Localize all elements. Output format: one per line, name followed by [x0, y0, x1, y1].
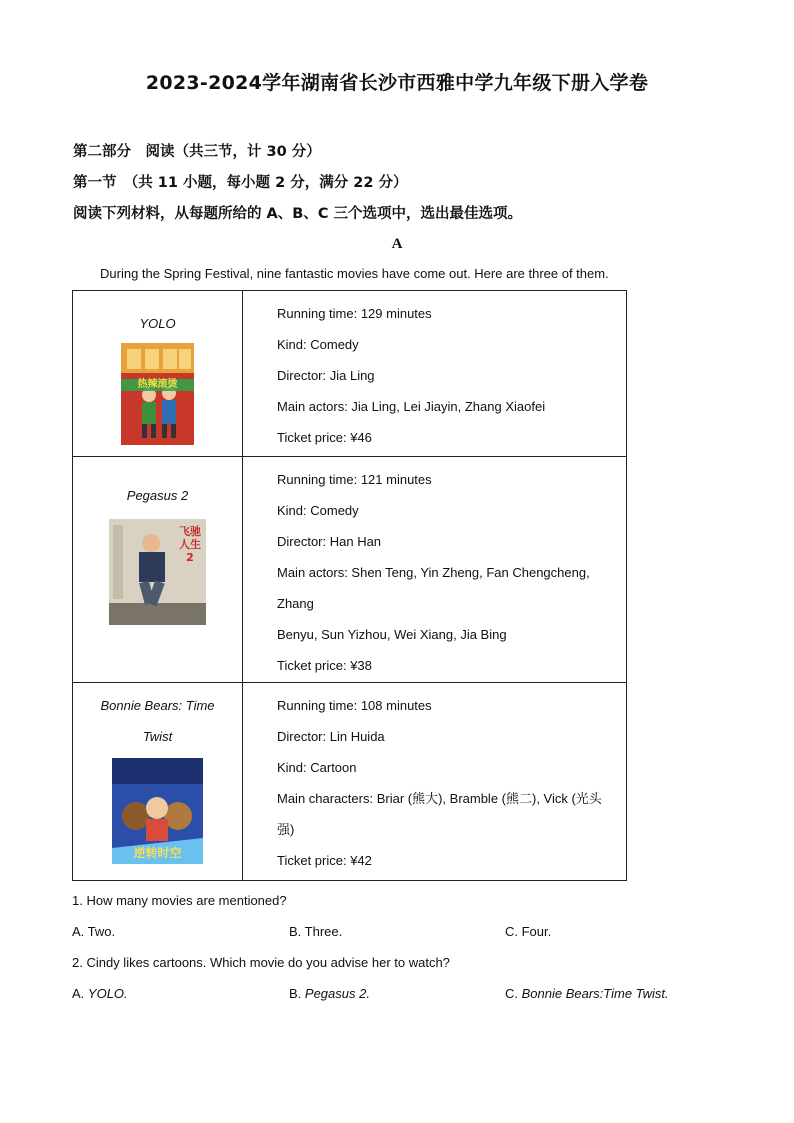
ticket-price: Ticket price: ¥42 — [277, 853, 372, 868]
running-time: Running time: 121 minutes — [277, 472, 432, 487]
director: Director: Han Han — [277, 534, 382, 549]
exam-title: 2023-2024学年湖南省长沙市西雅中学九年级下册入学卷 — [145, 72, 649, 94]
main-actors: Main actors: Jia Ling, Lei Jiayin, Zhang Xiaofei — [277, 399, 546, 414]
kind: Kind: Cartoon — [277, 760, 357, 775]
movie-title-cell — [73, 683, 243, 881]
main-characters-cont: 强) — [277, 822, 295, 837]
movies-table — [72, 290, 627, 881]
instruction: 阅读下列材料，从每题所给的 A、B、C 三个选项中，选出最佳选项。 — [73, 206, 523, 222]
q2-option-b: B. Pegasus 2. — [289, 986, 370, 1001]
kind: Kind: Comedy — [277, 503, 359, 518]
movie-info-cell — [243, 291, 627, 457]
pegasus-poster-image: 飞驰人生2 — [109, 519, 206, 625]
q1-option-c: C. Four. — [505, 924, 552, 939]
question-1: 1. How many movies are mentioned? — [72, 893, 287, 908]
main-actors-cont: Benyu, Sun Yizhou, Wei Xiang, Jia Bing — [277, 627, 507, 642]
movie-title-cell — [73, 457, 243, 683]
q1-option-b: B. Three. — [289, 924, 343, 939]
table-row — [73, 457, 627, 683]
part-heading: 第二部分 阅读（共三节，计 30 分） — [73, 144, 321, 160]
movie-title-cont: Twist — [142, 729, 173, 744]
q2-option-c: C. Bonnie Bears:Time Twist. — [505, 986, 669, 1001]
movie-info-cell — [243, 457, 627, 683]
passage-intro: During the Spring Festival, nine fantastic movies have come out. Here are three of them. — [100, 266, 609, 281]
main-actors: Main actors: Shen Teng, Yin Zheng, Fan Chengcheng, Zhang — [277, 565, 590, 611]
director: Director: Lin Huida — [277, 729, 385, 744]
director: Director: Jia Ling — [277, 368, 375, 383]
running-time: Running time: 129 minutes — [277, 306, 432, 321]
ticket-price: Ticket price: ¥46 — [277, 430, 372, 445]
q2-option-a: A. YOLO. — [72, 986, 128, 1001]
kind: Kind: Comedy — [277, 337, 359, 352]
movie-title: Bonnie Bears: Time — [100, 698, 215, 713]
question-2: 2. Cindy likes cartoons. Which movie do you advise her to watch? — [72, 955, 450, 970]
q1-option-a: A. Two. — [72, 924, 116, 939]
ticket-price: Ticket price: ¥38 — [277, 658, 372, 673]
bonnie-bears-poster-image: 逆转时空 — [112, 758, 203, 864]
main-characters: Main characters: Briar (熊大), Bramble (熊二), Vick (光头 — [277, 791, 602, 806]
passage-letter: A — [391, 236, 403, 252]
section-heading: 第一节 （共 11 小题，每小题 2 分，满分 22 分） — [73, 175, 408, 191]
table-row — [73, 291, 627, 457]
movie-title: Pegasus 2 — [126, 488, 189, 503]
movie-info-cell — [243, 683, 627, 881]
table-row — [73, 683, 627, 881]
yolo-poster-image: 热辣滚烫 — [121, 343, 194, 445]
movie-title: YOLO — [139, 316, 176, 331]
running-time: Running time: 108 minutes — [277, 698, 432, 713]
movie-title-cell — [73, 291, 243, 457]
